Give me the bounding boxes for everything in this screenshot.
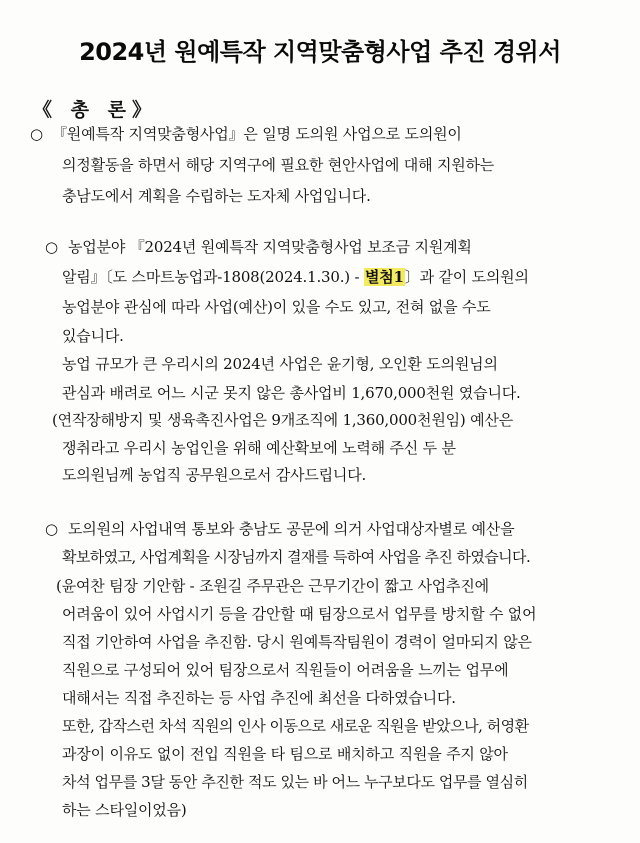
para3-line: 차석 업무를 3달 동안 추진한 적도 있는 바 어느 누구보다도 업무를 열심히 <box>62 773 528 791</box>
document-title: 2024년 원예특작 지역맞춤형사업 추진 경위서 <box>79 38 561 66</box>
para2-line2-post: 〕과 같이 도의원의 <box>404 268 529 286</box>
para3-line: 하는 스타일이었음) <box>62 801 187 819</box>
para2-line2-pre: 알림』〔도 스마트농업과-1808(2024.1.30.) - <box>62 268 364 286</box>
bullet-marker: ○ <box>45 520 59 538</box>
para2-line: 관심과 배려로 어느 시군 못지 않은 총사업비 1,670,000천원 였습니다. <box>62 384 521 402</box>
para2-line: 농업 규모가 큰 우리시의 2024년 사업은 윤기형, 오인환 도의원님의 <box>62 355 498 373</box>
para3-line: 도의원의 사업내역 통보와 충남도 공문에 의거 사업대상자별로 예산을 <box>68 520 515 538</box>
para1-line: 의정활동을 하면서 해당 지역구에 필요한 현안사업에 대해 지원하는 <box>62 156 495 174</box>
para2-line-with-highlight <box>62 267 529 287</box>
para2-line: 농업분야 『2024년 원예특작 지역맞춤형사업 보조금 지원계획 <box>68 238 472 256</box>
para2-line: 쟁취라고 우리시 농업인을 위해 예산확보에 노력해 주신 두 분 <box>62 439 456 457</box>
para3-line: 또한, 갑작스런 차석 직원의 인사 이동으로 새로운 직원을 받았으나, 허영환 <box>62 717 529 735</box>
para3-line: 어려움이 있어 사업시기 등을 감안할 때 팀장으로서 업무를 방치할 수 없어 <box>62 605 537 623</box>
para2-line: (연작장해방지 및 생육촉진사업은 9개조직에 1,360,000천원임) 예산은 <box>52 411 513 429</box>
para3-line: 과장이 이유도 없이 전입 직원을 타 팀으로 배치하고 직원을 주지 않아 <box>62 745 508 763</box>
para3-line: 대해서는 직접 추진하는 등 사업 추진에 최선을 다하였습니다. <box>62 689 456 707</box>
para1-line: 『원예특작 지역맞춤형사업』은 일명 도의원 사업으로 도의원이 <box>52 125 462 143</box>
para2-line: 있습니다. <box>62 327 124 345</box>
attachment-highlight: 별첨1 <box>364 268 404 286</box>
para2-line: 농업분야 관심에 따라 사업(예산)이 있을 수도 있고, 전혀 없을 수도 <box>62 298 491 316</box>
bullet-marker: ○ <box>30 125 44 143</box>
para3-line: 확보하였고, 사업계획을 시장님까지 결재를 득하여 사업을 추진 하였습니다. <box>62 548 531 566</box>
para3-line: (윤여찬 팀장 기안함 - 조원길 주무관은 근무기간이 짧고 사업추진에 <box>56 577 489 595</box>
para2-line: 도의원님께 농업직 공무원으로서 감사드립니다. <box>62 466 367 484</box>
section-heading: 《 총 론》 <box>33 99 157 121</box>
para1-line: 충남도에서 계획을 수립하는 도자체 사업입니다. <box>62 187 371 205</box>
para3-line: 직원으로 구성되어 있어 팀장으로서 직원들이 어려움을 느끼는 업무에 <box>62 661 509 679</box>
bullet-marker: ○ <box>45 238 59 256</box>
para3-line: 직접 기안하여 사업을 추진함. 당시 원예특작팀원이 경력이 얼마되지 않은 <box>62 633 532 651</box>
